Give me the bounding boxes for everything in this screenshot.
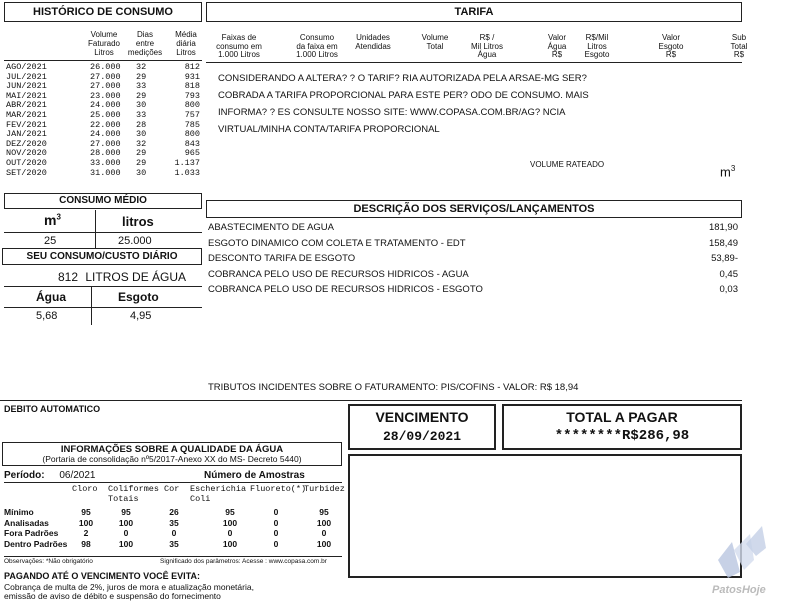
servico-desc: ABASTECIMENTO DE AGUA — [208, 222, 334, 233]
col-volume-l1: Volume — [90, 30, 118, 39]
historico-dias: 32 — [136, 62, 147, 72]
amostras-label: Número de Amostras — [204, 470, 305, 481]
param-cor: Cor — [164, 484, 180, 494]
servicos-title: DESCRIÇÃO DOS SERVIÇOS/LANÇAMENTOS — [353, 203, 595, 215]
tarifa-col-line: Volume — [421, 33, 449, 42]
historico-mes: JUL/2021 — [6, 71, 47, 82]
custo-diario-label: LITROS DE ÁGUA — [85, 270, 187, 284]
tarifa-msg-line: CONSIDERANDO A ALTERA? ? O TARIF? RIA AUTORIZADA PELA ARSAE-MG SER? — [218, 73, 587, 84]
col-media-l2: diária — [176, 39, 196, 48]
historico-media: 757 — [184, 109, 200, 120]
historico-title: HISTÓRICO DE CONSUMO — [33, 6, 173, 18]
servico-desc: DESCONTO TARIFA DE ESGOTO — [208, 253, 356, 264]
servico-desc: COBRANCA PELO USO DE RECURSOS HIDRICOS - AGUA — [208, 268, 469, 280]
qualidade-row — [4, 518, 342, 529]
historico-media: 800 — [184, 100, 200, 111]
tarifa-col-line: R$/Mil — [585, 33, 609, 42]
watermark-text: PatosHoje — [712, 584, 766, 596]
qualidade-row-label: Analisadas — [4, 517, 49, 528]
tarifa-col-line: Faixas de — [221, 33, 257, 42]
total-box — [502, 404, 742, 450]
periodo-label: Período: — [4, 470, 45, 481]
servico-row — [208, 251, 740, 267]
tarifa-col-header — [342, 34, 404, 51]
servico-valor: 0,03 — [719, 284, 738, 295]
pagando-title: PAGANDO ATÉ O VENCIMENTO VOCÊ EVITA: — [4, 571, 201, 581]
qualidade-cell: 0 — [321, 528, 327, 538]
qualidade-cell: 100 — [222, 517, 238, 528]
col-media-l3: Litros — [176, 48, 196, 57]
qualidade-cell: 98 — [81, 538, 91, 549]
historico-dias: 32 — [136, 138, 147, 149]
qualidade-cell: 95 — [319, 507, 329, 517]
historico-dias: 33 — [136, 81, 147, 92]
tarifa-col-line: Valor — [547, 33, 567, 42]
param-turbidez: Turbidez — [304, 484, 345, 494]
qualidade-obs: Observações: *Não obrigatório — [4, 558, 93, 565]
historico-vol: 33.000 — [90, 157, 121, 168]
tarifa-col-line: Esgoto — [584, 50, 610, 59]
vencimento-data: 28/09/2021 — [382, 429, 461, 444]
custo-diario-title-box — [2, 248, 202, 265]
param-fluoreto: Fluoreto(*) — [250, 484, 307, 494]
esgoto-valor: 4,95 — [130, 310, 152, 322]
historico-vol: 31.000 — [90, 167, 121, 178]
volume-unit-base: m — [720, 164, 731, 180]
tarifa-col-line: consumo em — [216, 41, 262, 51]
qualidade-cell: 100 — [316, 517, 332, 528]
custo-diario-valor: 812 — [58, 270, 79, 284]
historico-mes: FEV/2021 — [6, 119, 47, 130]
historico-media: 1.137 — [174, 157, 200, 168]
historico-dias: 28 — [136, 119, 147, 130]
historico-title-box — [4, 2, 202, 22]
tarifa-col-header — [208, 34, 270, 60]
unit-m3-base: m — [44, 212, 57, 228]
historico-col-media — [168, 30, 204, 57]
tarifa-col-line: 1.000 Litros — [296, 50, 338, 59]
tarifa-col-header — [286, 34, 348, 60]
historico-table — [6, 63, 206, 178]
tarifa-col-line: R$ / — [479, 33, 495, 42]
unit-m3-sup: 3 — [56, 212, 61, 222]
qualidade-cell: 0 — [273, 507, 279, 517]
tributos: TRIBUTOS INCIDENTES SOBRE O FATURAMENTO: PIS/COFINS - VALOR: R$ 18,94 — [208, 382, 579, 393]
historico-mes: MAR/2021 — [6, 109, 47, 120]
qualidade-title-box — [2, 442, 342, 466]
historico-dias: 30 — [136, 100, 147, 111]
col-dias-l3: medições — [127, 48, 163, 57]
vencimento-box — [348, 404, 496, 450]
tarifa-col-line: Litros — [587, 41, 607, 51]
agua-label: Água — [36, 290, 66, 304]
pagando-l1: Cobrança de multa de 2%, juros de mora e atualização monetária, — [4, 582, 254, 592]
volume-unit-sup: 3 — [730, 164, 736, 173]
historico-dias: 29 — [136, 71, 147, 82]
tarifa-col-line: Água — [547, 41, 567, 51]
qualidade-row — [4, 528, 342, 539]
qualidade-row-label: Dentro Padrões — [4, 538, 68, 549]
tarifa-col-line: Mil Litros — [470, 41, 503, 51]
qualidade-cell: 100 — [222, 538, 238, 549]
bottom-rule — [0, 400, 742, 401]
consumo-medio-title: CONSUMO MÉDIO — [59, 195, 147, 206]
qualidade-sig: Significado dos parâmetros: Acesse : www.copasa.com.br — [160, 558, 327, 565]
historico-media: 793 — [184, 90, 200, 101]
unit-divider — [95, 210, 96, 248]
historico-mes: NOV/2020 — [6, 148, 47, 159]
historico-media: 818 — [184, 81, 200, 92]
qualidade-cell: 0 — [273, 538, 279, 549]
historico-mes: OUT/2020 — [6, 157, 47, 168]
pagando-l2: emissão de aviso de débito e suspensão do fornecimento — [4, 591, 221, 601]
historico-dias: 29 — [136, 157, 147, 168]
historico-dias: 29 — [136, 148, 147, 159]
historico-vol: 24.000 — [90, 100, 121, 111]
tarifa-col-line: 1.000 Litros — [218, 50, 260, 59]
historico-vol: 22.000 — [90, 119, 121, 130]
tarifa-title: TARIFA — [454, 6, 494, 18]
autenticacao-box — [348, 454, 742, 578]
historico-media: 785 — [184, 119, 200, 130]
historico-vol: 27.000 — [90, 81, 121, 92]
qualidade-title: INFORMAÇÕES SOBRE A QUALIDADE DA ÁGUA — [60, 444, 284, 455]
qualidade-cell: 0 — [123, 528, 129, 538]
tarifa-columns — [208, 33, 748, 62]
historico-mes: AGO/2021 — [6, 62, 47, 72]
qualidade-cell: 100 — [118, 538, 134, 549]
servico-row — [208, 282, 740, 298]
qualidade-cell: 100 — [316, 538, 332, 549]
servico-valor: 0,45 — [719, 268, 738, 280]
qualidade-cell: 35 — [169, 538, 179, 549]
historico-media: 1.033 — [174, 167, 200, 178]
qualidade-cell: 0 — [171, 528, 177, 538]
historico-mes: JAN/2021 — [6, 129, 47, 140]
qualidade-subtitle: (Portaria de consolidação nº5/2017-Anexo XX do MS- Decreto 5440) — [42, 454, 302, 464]
historico-vol: 24.000 — [90, 129, 121, 140]
tarifa-col-line: Sub — [731, 33, 747, 42]
qualidade-cell: 0 — [273, 528, 279, 538]
periodo-valor: 06/2021 — [59, 470, 96, 481]
historico-media: 843 — [184, 138, 200, 149]
qualidade-cell: 95 — [121, 507, 131, 517]
consumo-medio-m3: 25 — [44, 235, 57, 247]
tarifa-col-line: da faixa em — [296, 41, 338, 51]
servico-row — [208, 220, 740, 236]
historico-mes: SET/2020 — [6, 167, 47, 178]
historico-media: 931 — [184, 71, 200, 82]
historico-col-dias — [124, 30, 166, 57]
tarifa-col-line: Total — [730, 41, 748, 51]
qualidade-cell: 2 — [83, 528, 89, 538]
col-dias-l2: entre — [135, 39, 155, 48]
param-ecoli: Escherichia Coli — [190, 484, 247, 504]
tarifa-col-line: R$ — [551, 50, 563, 59]
unit-litros: litros — [122, 214, 154, 229]
servico-row — [208, 267, 740, 283]
tarifa-col-header — [456, 34, 518, 60]
historico-mes: DEZ/2020 — [6, 138, 47, 149]
servico-row — [208, 236, 740, 252]
historico-vol: 26.000 — [90, 62, 121, 72]
historico-dias: 30 — [136, 167, 147, 178]
col-volume-l3: Litros — [94, 48, 114, 57]
qualidade-row-label: Fora Padrões — [4, 528, 59, 538]
historico-media: 965 — [184, 148, 200, 159]
consumo-medio-litros: 25.000 — [118, 235, 152, 247]
tarifa-col-header — [566, 34, 628, 60]
historico-mes: JUN/2021 — [6, 81, 47, 92]
qualidade-periodo-row — [4, 470, 342, 483]
servico-desc: ESGOTO DINAMICO COM COLETA E TRATAMENTO - EDT — [208, 237, 466, 249]
tarifa-col-line: Valor — [661, 33, 681, 42]
custo-divider-h — [4, 307, 202, 308]
historico-dias: 30 — [136, 129, 147, 140]
col-dias-l1: Dias — [136, 30, 153, 39]
tarifa-col-header — [640, 34, 702, 60]
servico-desc: COBRANCA PELO USO DE RECURSOS HIDRICOS - ESGOTO — [208, 284, 483, 295]
tarifa-message — [218, 70, 589, 138]
qualidade-row — [4, 507, 342, 518]
tarifa-col-line: Total — [426, 41, 444, 51]
volume-rateado-unit — [720, 164, 735, 179]
historico-col-volume — [84, 30, 124, 57]
esgoto-label: Esgoto — [118, 290, 159, 304]
historico-mes: ABR/2021 — [6, 100, 47, 111]
tarifa-col-line: Água — [477, 50, 497, 59]
agua-valor: 5,68 — [36, 310, 58, 322]
volume-rateado-label: VOLUME RATEADO — [530, 160, 605, 169]
historico-dias: 29 — [136, 90, 147, 101]
qualidade-cell: 95 — [225, 507, 235, 517]
servico-valor: 53,89- — [711, 253, 738, 264]
custo-diario-grid — [4, 286, 202, 325]
qualidade-row-label: Mínimo — [4, 507, 34, 517]
qualidade-cell: 26 — [169, 507, 179, 517]
col-media-l1: Média — [175, 30, 197, 39]
tarifa-msg-line: COBRADA A TARIFA PROPORCIONAL PARA ESTE PER? ODO DE CONSUMO. MAIS — [218, 90, 589, 101]
historico-vol: 25.000 — [90, 109, 121, 120]
historico-vol: 27.000 — [90, 71, 121, 82]
qualidade-cell: 100 — [118, 517, 134, 528]
historico-media: 800 — [184, 129, 200, 140]
historico-row — [6, 169, 206, 179]
custo-divider-v — [91, 287, 92, 325]
tarifa-msg-line: VIRTUAL/MINHA CONTA/TARIFA PROPORCIONAL — [218, 124, 440, 135]
qualidade-cell: 95 — [81, 507, 91, 517]
tarifa-col-header — [708, 34, 770, 60]
tarifa-col-line: Consumo — [299, 33, 335, 42]
vencimento-label: VENCIMENTO — [375, 409, 469, 425]
qualidade-cell: 0 — [273, 517, 279, 528]
tarifa-col-line: Unidades — [356, 33, 390, 42]
tarifa-msg-line: INFORMA? ? ES CONSULTE NOSSO SITE: WWW.COPASA.COM.BR/AG? NCIA — [218, 107, 566, 118]
tarifa-col-line: Esgoto — [658, 41, 684, 51]
tarifa-col-line: R$ — [733, 50, 745, 59]
qualidade-footer-rule — [4, 556, 342, 557]
watermark-logo-icon — [710, 520, 770, 580]
debito-automatico: DEBITO AUTOMATICO — [4, 404, 101, 414]
servicos-list — [208, 220, 740, 298]
historico-vol: 23.000 — [90, 90, 121, 101]
consumo-medio-title-box — [4, 193, 202, 209]
servicos-title-box — [206, 200, 742, 218]
unit-m3 — [44, 212, 61, 228]
historico-media: 812 — [184, 62, 200, 72]
tarifa-underline — [206, 62, 742, 63]
custo-diario-litros — [58, 270, 186, 284]
param-coliformes: Coliformes Totais — [108, 484, 160, 504]
historico-vol: 27.000 — [90, 138, 121, 149]
custo-diario-title: SEU CONSUMO/CUSTO DIÁRIO — [26, 251, 178, 262]
historico-mes: MAI/2021 — [6, 90, 47, 101]
col-volume-l2: Faturado — [87, 39, 121, 48]
historico-underline — [4, 60, 202, 61]
historico-vol: 28.000 — [90, 148, 121, 159]
total-valor: ********R$286,98 — [554, 428, 690, 444]
param-cloro: Cloro — [72, 484, 98, 494]
tarifa-col-line: R$ — [665, 50, 677, 59]
qualidade-cell: 0 — [227, 528, 233, 538]
qualidade-row — [4, 539, 342, 550]
total-label: TOTAL A PAGAR — [566, 409, 678, 425]
qualidade-cell: 100 — [78, 517, 94, 528]
historico-dias: 33 — [136, 109, 147, 120]
servico-valor: 181,90 — [708, 222, 738, 233]
qualidade-table — [4, 507, 342, 549]
tarifa-title-box — [206, 2, 742, 22]
qualidade-cell: 35 — [169, 517, 179, 528]
servico-valor: 158,49 — [708, 237, 738, 249]
tarifa-col-line: Atendidas — [355, 41, 391, 51]
consumo-medio-header — [4, 210, 202, 233]
